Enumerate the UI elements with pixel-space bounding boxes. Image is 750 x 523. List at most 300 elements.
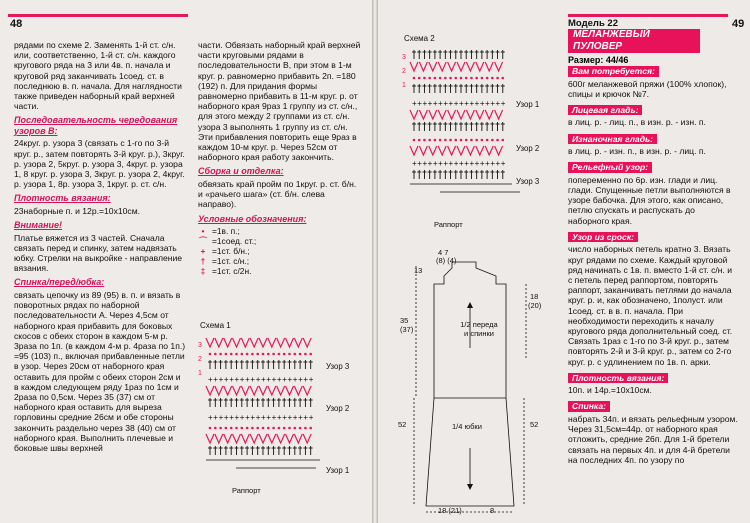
shell-mark [286, 386, 294, 395]
paragraph: попеременно по 6р. изн. глади и лиц. глади. Спущенные петли выполняются в узоре бабочка. Для этого, как описано, петлю спускать и распускать до наборного края. [568, 174, 731, 226]
section-heading: Изнаночная гладь: [568, 134, 657, 145]
chain-mark [209, 427, 212, 430]
chain-mark [465, 77, 468, 80]
row-number: 2 [402, 68, 406, 75]
skirt-label: 1/4 юбки [452, 422, 482, 431]
single-crochet-mark: + [287, 375, 293, 384]
shell-mark [215, 386, 223, 395]
single-crochet-mark: + [432, 159, 438, 168]
shell-mark [277, 338, 285, 347]
shell-mark [429, 62, 437, 71]
single-crochet-mark: + [469, 159, 475, 168]
chain-mark [262, 353, 265, 356]
single-crochet-mark: + [443, 99, 449, 108]
section-heading: Лицевая гладь: [568, 105, 642, 116]
model-size: Размер: 44/46 [568, 55, 629, 65]
legend-item [198, 226, 362, 236]
paragraph: 24круг. р. узора 3 (связать с 1-го по 3-й круг. р., затем повторять 3-й круг. р.), 3круг. р. узора 2, 5круг. р. узора 3, 4круг. р. узора 1, 8 круг. р. узора 3, 3круг. р. узора 2, 4круг. р. узора 1, 8р. узора 3, 1круг. р. ст. с/н. [14, 138, 185, 190]
dimension-label: 4 7 [438, 248, 449, 257]
arrow-head [467, 302, 473, 308]
chain-mark [283, 427, 286, 430]
chain-mark [225, 427, 228, 430]
single-crochet-mark: + [500, 99, 506, 108]
shell-mark [457, 110, 465, 119]
chain-mark [470, 139, 473, 142]
section-heading: Плотность вязания: [568, 373, 668, 384]
single-crochet-mark: + [245, 413, 250, 422]
shell-mark [448, 110, 456, 119]
stitch-symbol: ‡ [200, 266, 206, 277]
single-crochet-mark: + [298, 413, 303, 422]
chain-mark [235, 427, 238, 430]
single-crochet-mark: + [229, 413, 234, 422]
page-number: 49 [732, 18, 745, 30]
shell-mark [277, 434, 285, 443]
legend-text: =1ст. с/н.; [212, 256, 250, 267]
chain-mark [299, 353, 302, 356]
page-header-bar [8, 14, 188, 17]
chain-mark [299, 427, 302, 430]
section-heading: Плотность вязания: [14, 193, 111, 204]
single-crochet-mark: + [245, 375, 250, 384]
single-crochet-mark: + [490, 159, 496, 168]
paragraph: части. Обвязать наборный край верхней части круговыми рядами в последовательности В, при этом в 1-м круг. р. равномерно прибавить 2п. =180 (192) п. Для придания формы равномерно прибавить в 11-м круг. р. от наборного края 9раз 1 группу из ст. с/н., для этого между 2 группами из ст. с/н. узора 3 выполнять 1 группу из ст. с/н. Эти прибавления повторить еще 9раз в каждом 10-м круг. р. Через 52см от наборного края работу закончить. [198, 40, 361, 163]
shell-mark [294, 434, 302, 443]
section-heading: Сборка и отделка: [198, 166, 284, 177]
single-crochet-mark: + [223, 375, 229, 384]
chain-mark [491, 139, 494, 142]
shell-mark [303, 386, 311, 395]
paragraph: рядами по схеме 2. Заменять 1-й ст. с/н. или, соответственно, 1-й ст. с/н. каждого кругового ряда на 3 или 4в. п. начала и круговой ряд заканчивать 1соед. ст. в последнюю в. п. начала. Для наглядности также приведен наборный край верхней части. [14, 40, 182, 112]
chain-mark [235, 353, 238, 356]
single-crochet-mark: + [438, 159, 443, 168]
chain-mark [214, 353, 217, 356]
section-heading: Спинка/перед/юбка: [14, 277, 105, 288]
chain-mark [219, 353, 222, 356]
chain-mark [230, 427, 233, 430]
chain-mark [309, 427, 312, 430]
shell-mark [303, 434, 311, 443]
shell-mark [224, 386, 232, 395]
stitch-symbol: † [200, 256, 206, 267]
chain-mark [256, 427, 259, 430]
shell-mark [241, 338, 249, 347]
row-number: 3 [402, 54, 406, 61]
single-crochet-mark: + [282, 375, 287, 384]
shell-mark [419, 62, 427, 71]
chain-mark [428, 139, 431, 142]
chain-mark [481, 139, 484, 142]
chain-mark [454, 139, 457, 142]
single-crochet-mark: + [308, 413, 314, 422]
chain-mark [251, 427, 254, 430]
shell-mark [476, 146, 484, 155]
single-crochet-mark: + [474, 159, 480, 168]
chain-mark [304, 353, 307, 356]
rapport-label: Раппорт [232, 486, 261, 495]
shell-mark [206, 386, 214, 395]
legend-item [198, 266, 362, 276]
pattern-label: Узор 3 [326, 362, 350, 371]
legend-text: =1соед. ст.; [212, 236, 257, 247]
paragraph: связать цепочку из 89 (95) в. п. и вязать в поворотных рядах по наборной последовательности А. Через 4,5см от наборного края прибавить для боковых скосов с обеих сторон в каждом 5-м р. 3раза по 1п. (в каждом 4-м р. 4раза по 1п.) =95 (103) п., включая прибавленные петли в узор. Через 20см от наборного края оставить для пройм с обеих сторон 2см и в каждом следующем ряду 1раз по 1см и 2раза по 0,5см. Через 35 (37) см от наборного края оставить для выреза горловины средние 26см и обе стороны закончить раздельно через 38 (40) см от наборного края. Выполнить плечевые и боковые швы верхней [14, 289, 186, 453]
chart-row [208, 413, 314, 422]
chart-row [208, 375, 314, 384]
single-crochet-mark: + [438, 99, 443, 108]
dimension-label: (20) [528, 301, 542, 310]
single-crochet-mark: + [453, 159, 459, 168]
legend-text: =1в. п.; [212, 226, 240, 237]
shell-mark [233, 386, 241, 395]
shell-mark [286, 434, 294, 443]
chain-mark [418, 139, 421, 142]
shell-mark [476, 62, 484, 71]
single-crochet-mark: + [412, 159, 417, 168]
chain-mark [288, 353, 291, 356]
paragraph: в лиц. р. - лиц. п., в изн. р. - изн. п. [568, 117, 706, 128]
legend-text: =1ст. б/н.; [212, 246, 250, 257]
single-crochet-mark: + [229, 375, 234, 384]
single-crochet-mark: + [422, 159, 428, 168]
single-crochet-mark: + [443, 159, 449, 168]
shell-mark [250, 338, 258, 347]
shell-mark [419, 110, 427, 119]
chain-mark [283, 353, 286, 356]
shell-mark [448, 146, 456, 155]
chain-mark [294, 427, 297, 430]
chain-mark [439, 139, 442, 142]
single-crochet-mark: + [261, 413, 266, 422]
chain-mark [496, 139, 499, 142]
model-header [568, 18, 700, 65]
shell-mark [438, 110, 446, 119]
single-crochet-mark: + [464, 99, 469, 108]
chain-mark [449, 77, 452, 80]
shell-mark [259, 386, 267, 395]
chart-row [413, 139, 504, 142]
section-heading: Условные обозначения: [198, 213, 307, 224]
chain-mark [439, 77, 442, 80]
single-crochet-mark: + [459, 99, 464, 108]
model-number: Модель 22 [568, 18, 618, 29]
chain-mark [251, 353, 254, 356]
single-crochet-mark: + [495, 99, 501, 108]
chain-mark [267, 353, 270, 356]
shell-mark [303, 338, 311, 347]
shell-mark [206, 434, 214, 443]
single-crochet-mark: + [292, 375, 298, 384]
pattern-label: Узор 1 [516, 100, 540, 109]
chart-row [412, 159, 506, 168]
shell-mark [485, 146, 493, 155]
shell-mark [215, 338, 223, 347]
right-column [568, 62, 738, 467]
schema-title: Схема 1 [200, 321, 231, 330]
single-crochet-mark: + [223, 413, 229, 422]
chart-row [413, 77, 504, 80]
dimension-label: (37) [400, 325, 414, 334]
chain-mark [491, 77, 494, 80]
chain-mark [444, 139, 447, 142]
paragraph: в лиц. р. - изн. п., в изн. р. - лиц. п. [568, 146, 706, 157]
single-crochet-mark: + [422, 99, 428, 108]
shell-mark [259, 338, 267, 347]
dimension-label: 18 (21) [438, 506, 462, 515]
chain-mark [434, 139, 437, 142]
chain-mark [413, 139, 416, 142]
single-crochet-mark: + [303, 375, 309, 384]
arrow-head [467, 484, 473, 490]
single-crochet-mark: + [500, 159, 506, 168]
shell-mark [268, 338, 276, 347]
shell-mark [476, 110, 484, 119]
shell-mark [466, 110, 474, 119]
left-column-2 [198, 40, 362, 276]
single-crochet-mark: + [479, 159, 485, 168]
chain-mark [219, 427, 222, 430]
left-page [0, 0, 372, 523]
chart-row [208, 360, 313, 369]
shell-mark [495, 110, 503, 119]
chain-mark [309, 353, 312, 356]
single-crochet-mark: + [276, 375, 282, 384]
single-crochet-mark: + [255, 413, 261, 422]
single-crochet-mark: + [464, 159, 469, 168]
chain-mark [214, 427, 217, 430]
shell-mark [438, 62, 446, 71]
single-crochet-mark: + [490, 99, 496, 108]
chart-row [208, 398, 313, 407]
shell-mark [429, 110, 437, 119]
single-crochet-mark: + [417, 99, 422, 108]
chain-mark [209, 353, 212, 356]
dimension-label: (8) (4) [436, 256, 457, 265]
shell-mark [268, 386, 276, 395]
single-crochet-mark: + [218, 375, 224, 384]
chain-mark [470, 77, 473, 80]
left-column-1 [14, 40, 186, 455]
dimension-label: 52 [530, 420, 539, 429]
shell-mark [457, 146, 465, 155]
single-crochet-mark: + [469, 99, 475, 108]
shell-mark [277, 386, 285, 395]
shell-mark [410, 62, 418, 71]
section-heading: Рельефный узор: [568, 162, 652, 173]
single-crochet-mark: + [292, 413, 298, 422]
chain-mark [288, 427, 291, 430]
section-heading: Вам потребуется: [568, 66, 659, 77]
chart-row [412, 84, 505, 93]
crochet-chart-2 [400, 42, 558, 212]
chain-mark [501, 77, 504, 80]
shell-mark [206, 338, 214, 347]
chain-mark [465, 139, 468, 142]
single-crochet-mark: + [213, 413, 218, 422]
model-name: МЕЛАНЖЕВЫЙ ПУЛОВЕР [568, 29, 700, 53]
single-crochet-mark: + [432, 99, 438, 108]
paragraph: обвязать край пройм по 1круг. р. ст. б/н. и «рачьего шага» (ст. б/н. слева направо). [198, 178, 357, 210]
page-number: 48 [10, 18, 23, 30]
row-number: 1 [402, 82, 406, 89]
single-crochet-mark: + [459, 159, 464, 168]
chain-mark [444, 77, 447, 80]
pattern-label: Узор 1 [326, 466, 350, 475]
dimension-label: 8 [490, 506, 495, 515]
shell-mark [294, 338, 302, 347]
single-crochet-mark: + [234, 375, 240, 384]
chart-row [412, 99, 506, 108]
chain-mark [434, 77, 437, 80]
single-crochet-mark: + [208, 375, 213, 384]
paragraph: набрать 34п. и вязать рельефным узором. Через 31,5см=44р. от наборного края отложить, средние 26п. Для 1-й бретели связать на первых 4п. и для 4-й бретели на последних 4п. по узору по [568, 413, 738, 465]
single-crochet-mark: + [287, 413, 293, 422]
shell-mark [457, 62, 465, 71]
chain-mark [501, 139, 504, 142]
section-heading: Внимание! [14, 220, 63, 231]
legend-text: =1ст. с/2н. [212, 266, 252, 277]
single-crochet-mark: + [266, 413, 271, 422]
shell-mark [259, 434, 267, 443]
chain-mark [278, 427, 281, 430]
section-heading: Спинка: [568, 401, 610, 412]
shell-mark [495, 146, 503, 155]
chain-mark [454, 77, 457, 80]
single-crochet-mark: + [495, 159, 501, 168]
single-crochet-mark: + [218, 413, 224, 422]
single-crochet-mark: + [266, 375, 271, 384]
single-crochet-mark: + [427, 99, 433, 108]
chain-mark [230, 353, 233, 356]
schema-title: Схема 2 [404, 34, 435, 43]
pattern-label: Узор 3 [516, 177, 540, 186]
chain-mark [496, 77, 499, 80]
rapport-label: Раппорт [434, 220, 463, 229]
single-crochet-mark: + [303, 413, 309, 422]
single-crochet-mark: + [250, 413, 256, 422]
single-crochet-mark: + [255, 375, 261, 384]
row-number: 1 [198, 370, 202, 377]
chain-mark [272, 427, 275, 430]
shell-mark [410, 146, 418, 155]
paragraph: число наборных петель кратно 3. Вязать круг рядами по схеме. Каждый круговой ряд начинать с 1в. п. вместо 1-й ст. с/н. и с петель перед раппортом, повторять раппорт, заканчивать петлями до начала круг. р. и, как обозначено, 1полуст. или 1соед. ст. в в. п. начала. При необходимости переходить к началу кругового ряда дополнительный соед. ст. Связать 1раз с 1-го по 3-й круг. р., затем повторять 2-й и 3-й круг. р., затем со 2-го круг. р. с удлинением по 1в. п. арки. [568, 244, 733, 367]
single-crochet-mark: + [448, 99, 454, 108]
shell-mark [429, 146, 437, 155]
stitch-symbol: • [201, 226, 205, 237]
shell-mark [495, 62, 503, 71]
shell-mark [485, 110, 493, 119]
single-crochet-mark: + [250, 375, 256, 384]
chain-mark [460, 77, 463, 80]
right-page [378, 0, 750, 523]
chain-mark [225, 353, 228, 356]
single-crochet-mark: + [208, 413, 213, 422]
chart-row [412, 170, 505, 179]
row-number: 2 [198, 356, 202, 363]
chain-mark [246, 353, 249, 356]
single-crochet-mark: + [271, 413, 277, 422]
shell-mark [485, 62, 493, 71]
dimension-label: 52 [398, 420, 407, 429]
paragraph: 23наборные п. и 12р.=10х10см. [14, 205, 141, 216]
shell-mark [250, 434, 258, 443]
single-crochet-mark: + [282, 413, 287, 422]
shell-mark [466, 146, 474, 155]
paragraph: 600г меланжевой пряжи (100% хлопок), спицы и крючок №7. [568, 78, 727, 99]
chain-mark [475, 77, 478, 80]
chart-row [208, 446, 313, 455]
shell-mark [466, 62, 474, 71]
chart-row [412, 122, 505, 131]
shell-mark [241, 434, 249, 443]
chain-mark [418, 77, 421, 80]
pattern-label: Узор 2 [326, 404, 350, 413]
shell-mark [224, 434, 232, 443]
single-crochet-mark: + [276, 413, 282, 422]
dimension-label: 35 [400, 316, 409, 325]
shell-mark [241, 386, 249, 395]
garment-pattern-diagram [400, 248, 560, 518]
single-crochet-mark: + [412, 99, 417, 108]
single-crochet-mark: + [239, 413, 245, 422]
chart-row [209, 427, 312, 430]
shell-mark [448, 62, 456, 71]
chain-mark [475, 139, 478, 142]
shell-mark [419, 146, 427, 155]
chain-mark [294, 353, 297, 356]
chart-row [209, 353, 312, 356]
shell-mark [215, 434, 223, 443]
shell-mark [438, 146, 446, 155]
single-crochet-mark: + [261, 375, 266, 384]
chain-mark [241, 353, 244, 356]
chain-mark [460, 139, 463, 142]
chart-row [410, 146, 503, 155]
front-back-label: 1/2 переда и спинки [460, 320, 498, 338]
shell-mark [294, 386, 302, 395]
section-heading: Узор из сроск: [568, 232, 638, 243]
single-crochet-mark: + [308, 375, 314, 384]
chart-row [206, 386, 311, 395]
single-crochet-mark: + [213, 375, 218, 384]
chain-mark [413, 77, 416, 80]
shell-mark [410, 110, 418, 119]
single-crochet-mark: + [427, 159, 433, 168]
chart-row [412, 50, 505, 59]
chain-mark [423, 77, 426, 80]
chain-mark [246, 427, 249, 430]
shell-mark [224, 338, 232, 347]
shell-mark [233, 434, 241, 443]
section-heading: Последовательность чередования узоров В: [14, 115, 178, 136]
shell-mark [250, 386, 258, 395]
chain-mark [486, 139, 489, 142]
chain-mark [262, 427, 265, 430]
chain-mark [481, 77, 484, 80]
chain-mark [278, 353, 281, 356]
paragraph: Платье вяжется из 3 частей. Сначала связать перед и спинку, затем надвязать юбку. Стрелки на выкройке - направление вязания. [14, 232, 183, 274]
single-crochet-mark: + [234, 413, 240, 422]
stitch-symbol: + [200, 246, 206, 257]
chart-row [410, 110, 503, 119]
legend-item [198, 256, 362, 266]
stitch-symbol: ⌒ [198, 236, 208, 247]
single-crochet-mark: + [479, 99, 485, 108]
chart-row [206, 434, 311, 443]
dimension-label: 13 [414, 266, 423, 275]
chain-mark [304, 427, 307, 430]
single-crochet-mark: + [298, 375, 303, 384]
shell-mark [286, 338, 294, 347]
